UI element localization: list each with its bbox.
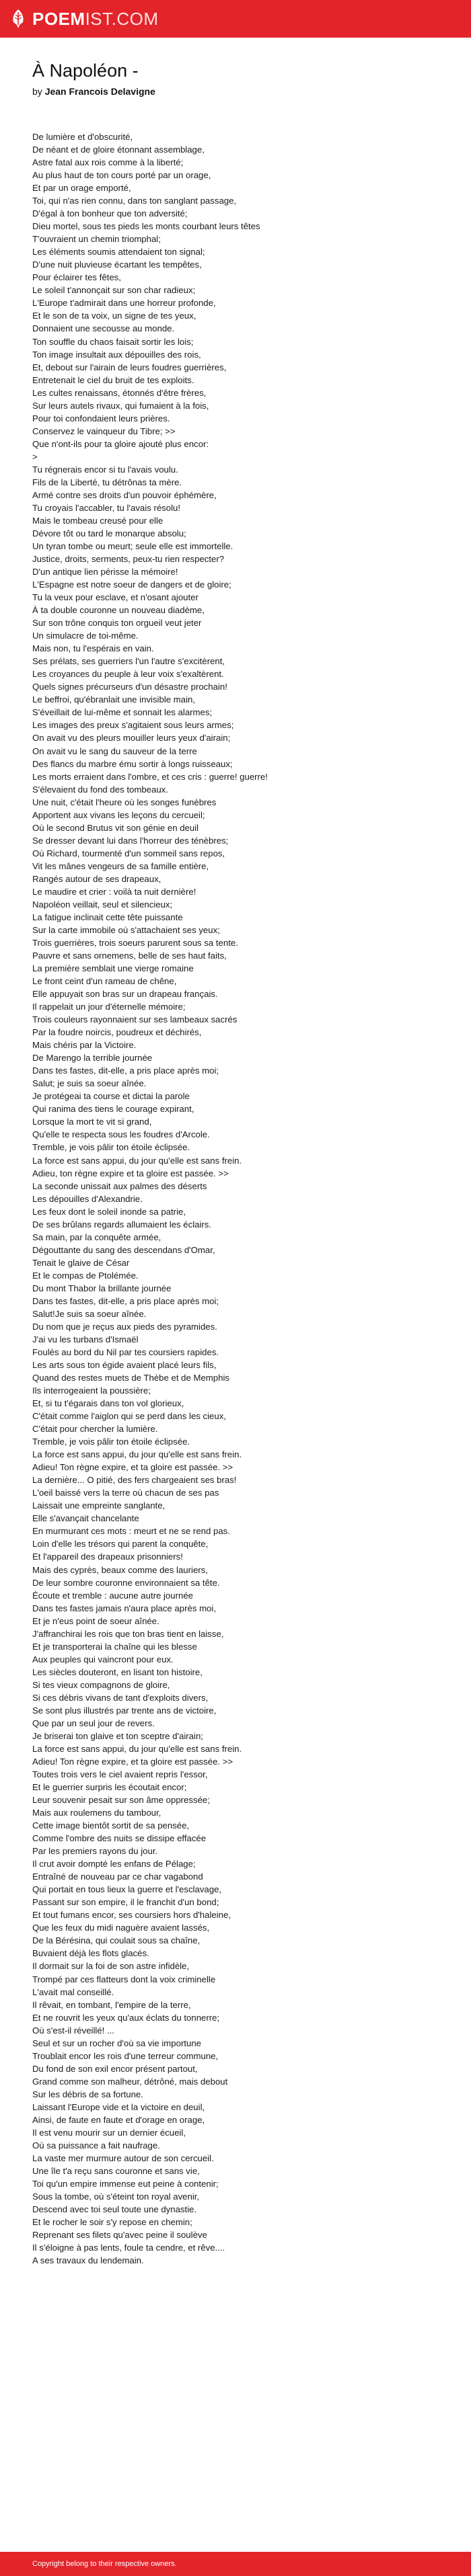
poem-line: Ton image insultait aux dépouilles des rois, xyxy=(32,349,201,360)
poem-line: Loin d'elle les trésors qui parent la conquête, xyxy=(32,1539,209,1549)
poem-line: Descend avec toi seul toute une dynastie. xyxy=(32,2204,197,2215)
poem-line: Sur la carte immobile où s'attachaient ses yeux; xyxy=(32,924,220,935)
poem-line: Toi, qui n'as rien connu, dans ton sanglant passage, xyxy=(32,196,237,206)
poem-line: L'oeil baissé vers la terre où chacun de ses pas xyxy=(32,1488,219,1498)
poem-line: Les morts erraient dans l'ombre, et ces cris : guerre! guerre! xyxy=(32,771,268,782)
poem-line: Qu'elle te respecta sous les foudres d'Arcole. xyxy=(32,1129,210,1140)
poem-line: Par les premiers rayons du jour. xyxy=(32,1846,158,1857)
poem-line: Et ne rouvrit les yeux qu'aux éclats du tonnerre; xyxy=(32,2012,220,2023)
poem-line: Elle appuyait son bras sur un drapeau français. xyxy=(32,989,218,1000)
poem-line: Il est venu mourir sur un dernier écueil, xyxy=(32,2127,186,2138)
poem-line: Conservez le vainqueur du Tibre; >> xyxy=(32,426,176,436)
poem-line: Toutes trois vers le ciel avaient repris l'essor, xyxy=(32,1769,208,1779)
poem-line: Tremble, je vois pâlir ton étoile éclipsée. xyxy=(32,1437,190,1447)
poem-line: Lorsque la mort te vit si grand, xyxy=(32,1117,152,1127)
poem-line: Tu régnerais encor si tu l'avais voulu. xyxy=(32,464,178,475)
poem-line: Que les feux du midi naguère avaient lassés, xyxy=(32,1923,210,1933)
poem-line: J'affranchirai les rois que ton bras tient en laisse, xyxy=(32,1628,224,1639)
poem-line: Sa main, par la conquête armée, xyxy=(32,1232,161,1242)
poem-line: La première semblait une vierge romaine xyxy=(32,963,194,974)
poem-line: Où le second Brutus vit son génie en deuil xyxy=(32,822,199,833)
poem-line: Trompé par ces flatteurs dont la voix criminelle xyxy=(32,1974,216,1984)
poem-line: Sous la tombe, où s'éteint ton royal avenir, xyxy=(32,2191,200,2202)
poem-line: Les feux dont le soleil inonde sa patrie, xyxy=(32,1206,186,1217)
poem-line: Dieu mortel, sous tes pieds les monts courbant leurs têtes xyxy=(32,221,260,232)
copyright-text: Copyright belong to their respective owners. xyxy=(32,2560,177,2568)
poem-line: Un tyran tombe ou meurt; seule elle est immortelle. xyxy=(32,541,233,551)
poem-line: Astre fatal aux rois comme à la liberté; xyxy=(32,157,184,168)
poem-line: L'Espagne est notre soeur de dangers et de gloire; xyxy=(32,579,231,590)
poem-line: De Marengo la terrible journée xyxy=(32,1053,153,1063)
poem-line: De néant et de gloire étonnant assemblage, xyxy=(32,145,205,155)
poem-line: C'était pour chercher la lumière. xyxy=(32,1424,158,1435)
poem-line: Rangés autour de ses drapeaux, xyxy=(32,873,161,884)
poem-body xyxy=(32,130,449,2267)
poem-line: La seconde unissait aux palmes des déserts xyxy=(32,1180,207,1191)
poem-line: Le soleil t'annonçait sur son char radieux; xyxy=(32,285,196,296)
site-logo[interactable] xyxy=(9,9,159,29)
poem-line: Pour éclairer tes fêtes, xyxy=(32,272,121,283)
poem-line: Se sont plus illustrés par trente ans de victoire, xyxy=(32,1705,217,1716)
poem-line: Ses prélats, ses guerriers l'un l'autre s'excitèrent, xyxy=(32,656,225,667)
poem-line: Pour toi confondaient leurs prières. xyxy=(32,413,170,424)
poem-line: Que par un seul jour de revers. xyxy=(32,1718,155,1728)
poem-line: Adieu! Ton règne expire, et ta gloire est passée. >> xyxy=(32,1462,233,1473)
poem-line: Mais chéris par la Victoire. xyxy=(32,1040,137,1051)
poem-line: Et je transporterai la chaîne qui les blesse xyxy=(32,1641,197,1652)
poem-line: Comme l'ombre des nuits se dissipe effacée xyxy=(32,1833,207,1844)
poem-line: Je briserai ton glaive et ton sceptre d'airain; xyxy=(32,1730,203,1741)
poem-line: Une île t'a reçu sans couronne et sans vie, xyxy=(32,2165,200,2176)
poem-line: Et par un orage emporté, xyxy=(32,183,131,194)
poem-line: Si tes vieux compagnons de gloire, xyxy=(32,1679,170,1690)
poem-line: Laissait une empreinte sanglante, xyxy=(32,1500,166,1511)
poem-line: Entretenait le ciel du bruit de tes exploits. xyxy=(32,374,194,385)
poem-line: Tremble, je vois pâlir ton étoile éclipsée. xyxy=(32,1142,190,1153)
poem-line: Du nom que je reçus aux pieds des pyramides. xyxy=(32,1321,217,1332)
poem-line: Il crut avoir dompté les enfans de Pélage; xyxy=(32,1859,196,1869)
poem-line: De la Bérésina, qui coulait sous sa chaîne, xyxy=(32,1935,201,1946)
site-logo-text: POEMIST.COM xyxy=(32,9,159,29)
poem-line: La force est sans appui, du jour qu'elle est sans frein. xyxy=(32,1743,242,1754)
poem-line: Salut!Je suis sa soeur aînée. xyxy=(32,1308,147,1319)
poem-line: Dévore tôt ou tard le monarque absolu; xyxy=(32,528,186,538)
poem-content xyxy=(32,59,449,2267)
poem-line: Elle s'avançait chancelante xyxy=(32,1513,139,1524)
poem-line: Où sa puissance a fait naufrage. xyxy=(32,2140,160,2150)
poem-line: Troublait encor les rois d'une terreur commune, xyxy=(32,2050,219,2061)
poem-line: On avait vu des pleurs mouiller leurs yeux d'airain; xyxy=(32,733,231,743)
poem-line: De ses brûlans regards allumaient les éclairs. xyxy=(32,1219,212,1230)
poem-line: D'un antique lien périsse la mémoire! xyxy=(32,567,178,577)
poem-line: Dégouttante du sang des descendans d'Omar, xyxy=(32,1244,215,1255)
poem-line: Sur son trône conquis ton orgueil veut jeter xyxy=(32,618,202,629)
poem-line: Les éléments soumis attendaient ton signal; xyxy=(32,247,205,257)
poem-line: Ainsi, de faute en faute et d'orage en orage, xyxy=(32,2114,205,2125)
poem-line: Du fond de son exil encor présent partout, xyxy=(32,2063,198,2074)
poem-line: Sur leurs autels rivaux, qui fumaient à la fois, xyxy=(32,400,209,411)
poem-line: J'ai vu les turbans d'Ismaël xyxy=(32,1334,139,1344)
poem-line: Donnaient une secousse au monde. xyxy=(32,323,175,334)
poem-line: Ils interrogeaient la poussière; xyxy=(32,1385,151,1396)
poem-line: Des flancs du marbre ému sortir à longs ruisseaux; xyxy=(32,758,233,769)
poem-line: Buvaient déjà les flots glacés. xyxy=(32,1948,149,1959)
poem-line: Tenait le glaive de César xyxy=(32,1257,130,1268)
poem-line: La fatigue inclinait cette tête puissante xyxy=(32,912,183,922)
poem-line: Quels signes précurseurs d'un désastre prochain! xyxy=(32,682,227,692)
poem-line: Qui ranima des tiens le courage expirant, xyxy=(32,1104,194,1115)
author-name: Jean Francois Delavigne xyxy=(44,86,155,97)
poem-line: Qui portait en tous lieux la guerre et l'esclavage, xyxy=(32,1884,222,1895)
poem-line: De leur sombre couronne environnaient sa tête. xyxy=(32,1577,220,1588)
poem-line: Adieu, ton règne expire et ta gloire est passée. >> xyxy=(32,1168,229,1178)
poem-line: S'éveillait de lui-même et sonnait les alarmes; xyxy=(32,707,213,718)
poem-line: Il rappelait un jour d'éternelle mémoire; xyxy=(32,1002,186,1012)
poem-line: Vit les mânes vengeurs de sa famille entière, xyxy=(32,860,209,871)
poem-line: La force est sans appui, du jour qu'elle est sans frein. xyxy=(32,1449,242,1460)
poem-line: Aux peuples qui vaincront pour eux. xyxy=(32,1654,174,1664)
poem-line: Mais aux roulemens du tambour, xyxy=(32,1808,161,1818)
poem-line: Seul et sur un rocher d'où sa vie importune xyxy=(32,2038,202,2048)
poem-line: Trois couleurs rayonnaient sur ses lambeaux sacrés xyxy=(32,1014,238,1025)
poem-line: Dans tes fastes jamais n'aura place après moi, xyxy=(32,1603,216,1613)
poem-line: Trois guerrières, trois soeurs parurent sous sa tente. xyxy=(32,937,238,948)
poem-line: Salut; je suis sa soeur aînée. xyxy=(32,1078,147,1089)
poem-line: La force est sans appui, du jour qu'elle est sans frein. xyxy=(32,1155,242,1166)
poem-line: Le beffroi, qu'ébranlait une invisible main, xyxy=(32,694,195,705)
poem-line: L'avait mal conseillé. xyxy=(32,1986,114,1997)
poem-line: Les images des preux s'agitaient sous leurs armes; xyxy=(32,720,234,731)
poem-line: Quand des restes muets de Thèbe et de Memphis xyxy=(32,1373,229,1383)
poem-line: Et le rocher le soir s'y repose en chemin; xyxy=(32,2217,192,2228)
poem-line: L'Europe t'admirait dans une horreur profonde, xyxy=(32,298,216,309)
poem-line: Du mont Thabor la brillante journée xyxy=(32,1283,172,1293)
poem-line: Tu croyais l'accabler, tu l'avais résolu! xyxy=(32,502,181,513)
poem-title: À Napoléon - xyxy=(32,61,139,81)
poem-line: Il s'éloigne à pas lents, foule ta cendre, et rêve.... xyxy=(32,2243,225,2253)
poem-line: Que n'ont-ils pour ta gloire ajouté plus encor: xyxy=(32,438,209,449)
by-label: by xyxy=(32,86,42,97)
poem-line: Armé contre ses droits d'un pouvoir éphémère, xyxy=(32,489,217,500)
poem-line: Si ces débris vivans de tant d'exploits divers, xyxy=(32,1692,209,1703)
poem-line: Justice, droits, serments, peux-tu rien respecter? xyxy=(32,554,225,565)
poem-line: Grand comme son malheur, détrôné, mais debout xyxy=(32,2076,228,2087)
poem-line: Je protégeai ta course et dictai la parole xyxy=(32,1091,190,1102)
poem-line: > xyxy=(32,451,38,462)
footer-bar xyxy=(0,2552,471,2576)
poem-line: Napoléon veillait, seul et silencieux; xyxy=(32,899,173,910)
poem-line: Les cultes renaissans, étonnés d'être frères, xyxy=(32,387,207,398)
poem-line: Leur souvenir pesait sur son âme oppressée; xyxy=(32,1795,210,1806)
poem-line: Il rêvait, en tombant, l'empire de la terre, xyxy=(32,1999,191,2010)
poem-line: Adieu! Ton règne expire, et ta gloire est passée. >> xyxy=(32,1756,233,1767)
poem-line: Apportent aux vivans les leçons du cercueil; xyxy=(32,809,205,820)
poem-line: Le front ceint d'un rameau de chêne, xyxy=(32,976,177,987)
poem-line: Et je n'eus point de soeur aînée. xyxy=(32,1615,159,1626)
poem-line: Les croyances du peuple à leur voix s'exaltèrent. xyxy=(32,669,224,680)
poem-line: Où s'est-il réveillé! ... xyxy=(32,2025,114,2036)
poem-line: Tu la veux pour esclave, et n'osant ajouter xyxy=(32,592,198,603)
byline xyxy=(32,85,449,98)
poem-line: Et tout fumans encor, ses coursiers hors d'haleine, xyxy=(32,1910,231,1921)
poem-line: Sur les débris de sa fortune. xyxy=(32,2089,143,2099)
poem-line: Et, debout sur l'airain de leurs foudres guerrières, xyxy=(32,362,227,372)
poem-line: D'une nuit pluvieuse écartant les tempêtes, xyxy=(32,259,202,270)
poem-line: Le maudire et crier : voilà ta nuit dernière! xyxy=(32,886,196,897)
poem-line: Il dormait sur la foi de son astre infidèle, xyxy=(32,1961,190,1972)
top-bar xyxy=(0,0,471,38)
poem-line: Se dresser devant lui dans l'horreur des ténèbres; xyxy=(32,835,229,846)
poem-line: De lumière et d'obscurité, xyxy=(32,132,133,142)
poem-line: Par la foudre noircis, poudreux et déchirés, xyxy=(32,1027,202,1038)
poem-line: La dernière... O pitié, des fers chargeaient ses bras! xyxy=(32,1475,237,1486)
poem-line: C'était comme l'aiglon qui se perd dans les cieux, xyxy=(32,1411,226,1422)
poem-line: Pauvre et sans ornemens, belle de ses haut faits, xyxy=(32,951,227,961)
poem-line: À ta double couronne un nouveau diadème, xyxy=(32,605,205,616)
poem-line: Et l'appareil des drapeaux prisonniers! xyxy=(32,1552,183,1562)
poem-line: Écoute et tremble : aucune autre journée xyxy=(32,1590,193,1601)
feather-pen-icon xyxy=(9,9,27,29)
poem-line: Laissant l'Europe vide et la victoire en deuil, xyxy=(32,2101,205,2112)
poem-line: Les siècles douteront, en lisant ton histoire, xyxy=(32,1666,203,1677)
poem-line: Une nuit, c'était l'heure où les songes funèbres xyxy=(32,797,217,807)
poem-line: Les arts sous ton égide avaient placé leurs fils, xyxy=(32,1360,217,1370)
poem-line: D'égal à ton bonheur que ton adversité; xyxy=(32,208,188,219)
poem-line: Et le compas de Ptolémée. xyxy=(32,1270,139,1281)
poem-line: Mais des cyprès, beaux comme des lauriers, xyxy=(32,1564,208,1575)
poem-line: Cette image bientôt sortit de sa pensée, xyxy=(32,1820,190,1831)
poem-line: Et le son de ta voix, un signe de tes yeux, xyxy=(32,311,196,321)
poem-line: T'ouvraient un chemin triomphal; xyxy=(32,234,161,245)
poem-line: Fils de la Liberté, tu détrônas ta mère. xyxy=(32,477,182,487)
poem-line: Les dépouilles d'Alexandrie. xyxy=(32,1193,143,1204)
poem-line: Passant sur son empire, il le franchit d'un bond; xyxy=(32,1897,219,1908)
poem-line: La vaste mer murmure autour de son cercueil. xyxy=(32,2152,214,2163)
poem-line: Mais non, tu l'espérais en vain. xyxy=(32,643,154,654)
poem-line: Dans tes fastes, dit-elle, a pris place après moi; xyxy=(32,1065,219,1076)
poem-line: Ton souffle du chaos faisait sortir les lois; xyxy=(32,336,194,347)
poem-line: Mais le tombeau creusé pour elle xyxy=(32,515,164,526)
poem-line: On avait vu le sang du sauveur de la terre xyxy=(32,746,197,756)
poem-line: A ses travaux du lendemain. xyxy=(32,2255,144,2266)
poem-line: Et le guerrier surpris les écoutait encor; xyxy=(32,1782,187,1793)
poem-line: Foulés au bord du Nil par tes coursiers rapides. xyxy=(32,1346,219,1357)
poem-line: S'élevaient du fond des tombeaux. xyxy=(32,784,168,795)
poem-line: Où Richard, tourmenté d'un sommeil sans repos, xyxy=(32,848,225,858)
poem-line: Et, si tu t'égarais dans ton vol glorieux, xyxy=(32,1398,184,1409)
poem-line: Dans tes fastes, dit-elle, a pris place après moi; xyxy=(32,1295,219,1306)
poem-line: Reprenant ses filets qu'avec peine il soulève xyxy=(32,2230,207,2241)
poem-line: Entraîné de nouveau par ce char vagabond xyxy=(32,1871,203,1882)
poem-line: En murmurant ces mots : meurt et ne se rend pas. xyxy=(32,1526,230,1537)
poem-line: Toi qu'un empire immense eut peine à contenir; xyxy=(32,2179,219,2189)
poem-line: Un simulacre de toi-même. xyxy=(32,631,139,641)
poem-line: Au plus haut de ton cours porté par un orage, xyxy=(32,170,211,181)
